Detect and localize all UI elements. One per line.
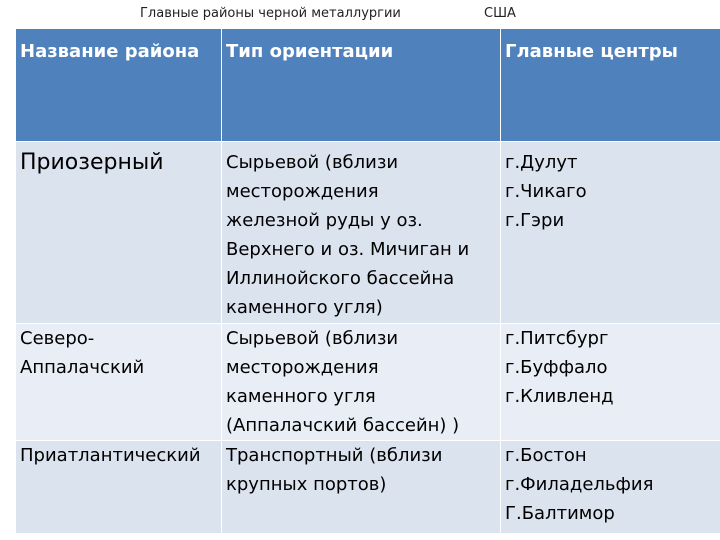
- centers-cell: [501, 441, 720, 534]
- header-orientation: Тип ориентации: [222, 29, 501, 142]
- center-line: Г.Балтимор: [505, 503, 615, 524]
- orientation-line: (Аппалачский бассейн) ): [226, 415, 460, 436]
- region-line: Северо-: [20, 328, 95, 349]
- header-centers: Главные центры: [501, 29, 720, 142]
- orientation-line: Сырьевой (вблизи: [226, 152, 399, 173]
- region-line: Приозерный: [20, 150, 164, 175]
- center-line: г.Питсбург: [505, 328, 609, 349]
- table-row: [16, 441, 720, 534]
- table-row: [16, 142, 720, 324]
- orientation-line: Сырьевой (вблизи: [226, 328, 399, 349]
- orientation-cell: [222, 441, 501, 534]
- center-line: г.Дулут: [505, 152, 578, 173]
- orientation-line: месторождения: [226, 181, 379, 202]
- region-cell: [16, 324, 222, 441]
- centers-cell: [501, 324, 720, 441]
- caption-title: Главные районы черной металлургии: [140, 6, 401, 21]
- orientation-cell: [222, 142, 501, 324]
- header-region: Название района: [16, 29, 222, 142]
- orientation-line: Верхнего и оз. Мичиган и: [226, 239, 470, 260]
- orientation-line: месторождения: [226, 357, 379, 378]
- orientation-line: каменного угля): [226, 297, 383, 318]
- centers-cell: [501, 142, 720, 324]
- region-line: Аппалачский: [20, 357, 145, 378]
- metallurgy-table: [15, 28, 720, 534]
- orientation-cell: [222, 324, 501, 441]
- orientation-line: крупных портов): [226, 474, 387, 495]
- center-line: г.Бостон: [505, 445, 587, 466]
- table-header-row: [16, 29, 720, 142]
- orientation-line: железной руды у оз.: [226, 210, 423, 231]
- caption: [0, 4, 720, 24]
- orientation-line: Иллинойского бассейна: [226, 268, 455, 289]
- orientation-line: каменного угля: [226, 386, 376, 407]
- caption-country: США: [484, 6, 516, 21]
- region-cell: [16, 441, 222, 534]
- center-line: г.Гэри: [505, 210, 565, 231]
- table-row: [16, 324, 720, 441]
- region-line: Приатлантический: [20, 445, 201, 466]
- region-cell: [16, 142, 222, 324]
- center-line: г.Кливленд: [505, 386, 614, 407]
- orientation-line: Транспортный (вблизи: [226, 445, 443, 466]
- center-line: г.Чикаго: [505, 181, 587, 202]
- center-line: г.Филадельфия: [505, 474, 654, 495]
- center-line: г.Буффало: [505, 357, 608, 378]
